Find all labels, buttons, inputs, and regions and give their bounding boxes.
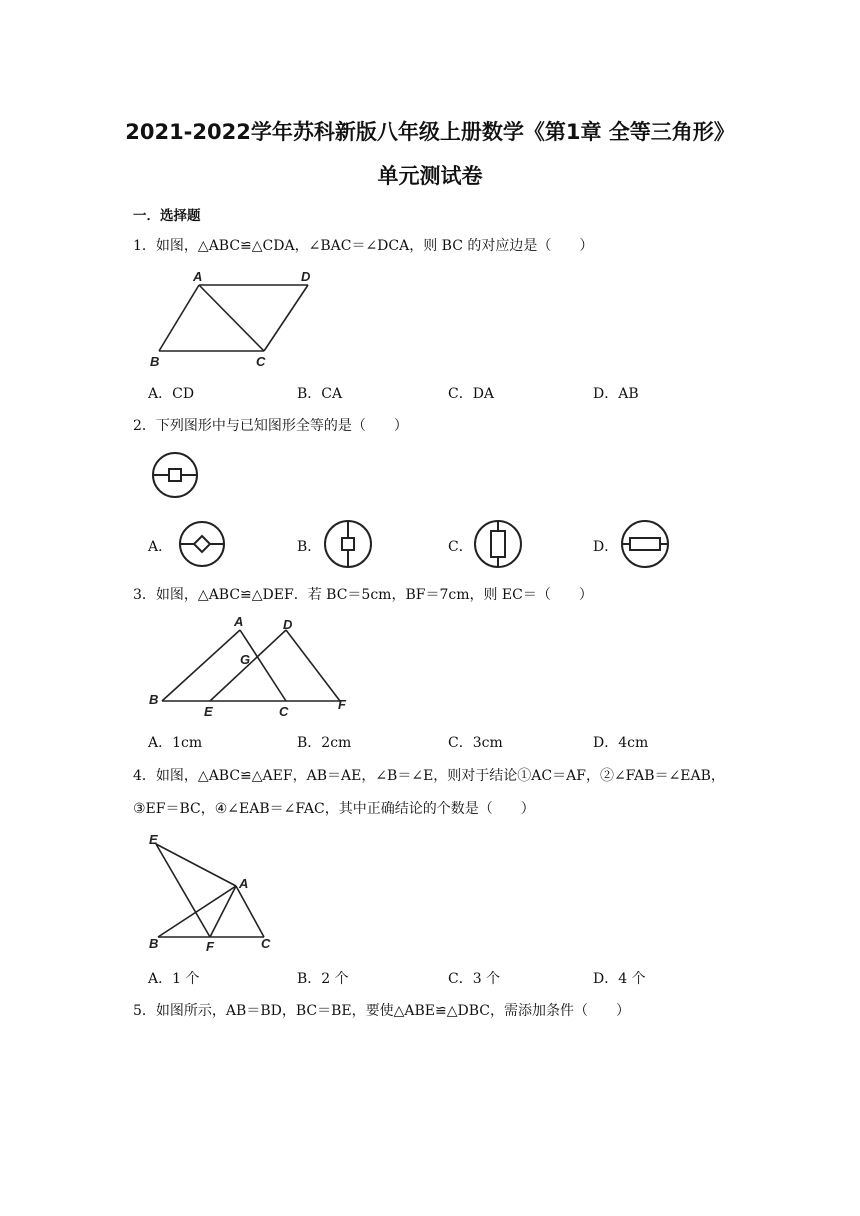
question-4-line-2 xyxy=(133,798,535,820)
label-C: C xyxy=(279,704,289,719)
q4-option-b[interactable]: B．2 个 xyxy=(297,971,349,987)
q3-option-a[interactable]: A．1cm xyxy=(148,735,203,751)
q2-option-c[interactable]: C． xyxy=(448,539,473,555)
q1-option-a[interactable]: A．CD xyxy=(148,386,195,402)
q2-option-b[interactable]: B． xyxy=(297,539,322,555)
q4-option-d[interactable]: D．4 个 xyxy=(593,971,646,987)
label-D: D xyxy=(301,269,311,284)
label-B: B xyxy=(150,354,160,369)
question-1 xyxy=(133,235,593,257)
question-4-number: 4． xyxy=(133,768,156,784)
label-B: B xyxy=(149,936,159,951)
question-3-number: 3． xyxy=(133,587,156,603)
question-4-text-line-1: 如图，△ABC≌△AEF，AB＝AE，∠B＝∠E，则对于结论①AC＝AF，②∠FAB＝∠EAB， xyxy=(155,768,725,784)
question-4-figure xyxy=(144,830,279,955)
label-C: C xyxy=(261,936,271,951)
question-3-figure xyxy=(146,612,356,720)
q3-option-c[interactable]: C．3cm xyxy=(448,735,503,751)
q1-option-d[interactable]: D．AB xyxy=(593,386,639,402)
question-4-line-1 xyxy=(133,765,725,787)
section-heading: 一．选择题 xyxy=(133,208,201,224)
question-2-given-figure xyxy=(148,450,202,500)
question-4-text-line-2: ③EF＝BC，④∠EAB＝∠FAC，其中正确结论的个数是（ ） xyxy=(133,801,535,817)
label-D: D xyxy=(283,617,293,632)
label-G: G xyxy=(240,652,251,667)
label-C: C xyxy=(256,354,266,369)
label-E: E xyxy=(149,832,158,847)
question-1-text: 如图，△ABC≌△CDA，∠BAC＝∠DCA，则 BC 的对应边是（ ） xyxy=(155,238,594,254)
question-2-number: 2． xyxy=(133,418,156,434)
label-A: A xyxy=(193,269,203,284)
label-A: A xyxy=(234,614,244,629)
question-5 xyxy=(133,1000,630,1022)
q1-option-b[interactable]: B．CA xyxy=(297,386,343,402)
q4-option-c[interactable]: C．3 个 xyxy=(448,971,501,987)
question-5-text: 如图所示，AB＝BD，BC＝BE，要使△ABE≌△DBC，需添加条件（ ） xyxy=(155,1003,630,1019)
q2-option-b-figure[interactable] xyxy=(322,518,374,570)
q3-option-b[interactable]: B．2cm xyxy=(297,735,352,751)
label-A: A xyxy=(239,876,249,891)
q2-option-d[interactable]: D． xyxy=(593,539,619,555)
q2-option-c-figure[interactable] xyxy=(471,517,525,571)
question-3-text: 如图，△ABC≌△DEF．若 BC＝5cm，BF＝7cm，则 EC＝（ ） xyxy=(155,587,593,603)
q1-option-c[interactable]: C．DA xyxy=(448,386,495,402)
question-1-number: 1． xyxy=(133,238,156,254)
question-3 xyxy=(133,584,593,606)
segment-DC xyxy=(264,285,308,351)
q3-option-d[interactable]: D．4cm xyxy=(593,735,649,751)
q4-option-a[interactable]: A．1 个 xyxy=(148,971,200,987)
segment-AB xyxy=(159,285,199,351)
segment-AC xyxy=(199,285,264,351)
title-line-2: 单元测试卷 xyxy=(377,164,483,188)
label-E: E xyxy=(204,704,213,719)
question-2-text: 下列图形中与已知图形全等的是（ ） xyxy=(155,418,408,434)
label-F: F xyxy=(206,939,214,954)
question-1-figure xyxy=(146,265,316,370)
question-5-number: 5． xyxy=(133,1003,156,1019)
q2-option-a[interactable]: A． xyxy=(148,539,173,555)
question-2 xyxy=(133,415,408,437)
title-line-1: 2021-2022学年苏科新版八年级上册数学《第1章 全等三角形》 xyxy=(125,120,735,144)
q2-option-a-figure[interactable] xyxy=(177,520,229,570)
label-F: F xyxy=(338,697,346,712)
label-B: B xyxy=(149,692,159,707)
q2-option-d-figure[interactable] xyxy=(618,518,672,570)
